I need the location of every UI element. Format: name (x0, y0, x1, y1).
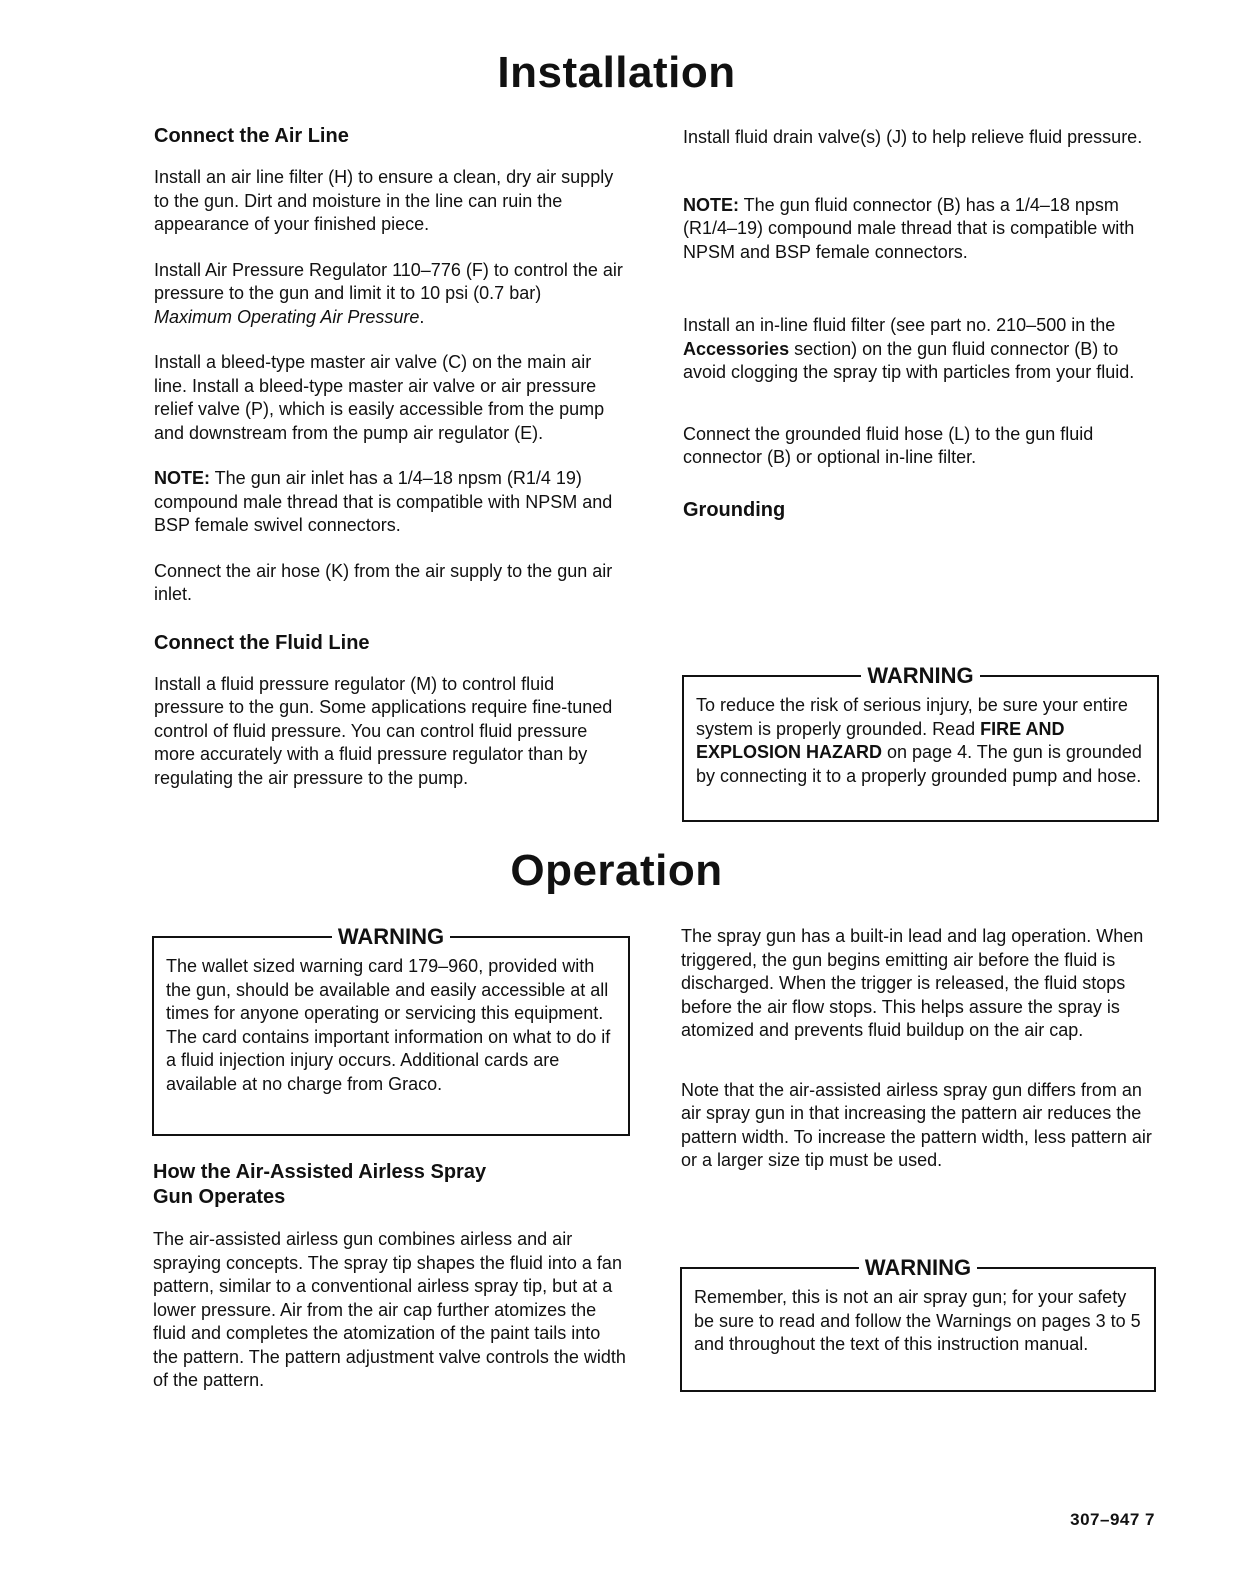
fluid-hose-paragraph: Connect the grounded fluid hose (L) to the gun fluid connector (B) or optional in-line filter. (683, 423, 1094, 467)
air-spray-warning-title: WARNING (859, 1255, 977, 1280)
pattern-air-paragraph: Note that the air-assisted airless spray gun differs from an air spray gun in that increasing the pattern air reduces the pattern width. To increase the pattern width, less pattern air or a larger size tip must be used. (681, 1079, 1152, 1170)
installation-right-column (683, 126, 1153, 540)
grounding-warning-title: WARNING (861, 663, 979, 688)
connect-fluid-line-heading: Connect the Fluid Line (154, 631, 370, 654)
operation-left-column (153, 1160, 628, 1415)
wallet-card-warning-title: WARNING (332, 924, 450, 949)
grounding-heading: Grounding (683, 498, 786, 521)
air-spray-warning-text: Remember, this is not an air spray gun; for your safety be sure to read and follow the Warnings on pages 3 to 5 and throughout the text of this instruction manual. (694, 1287, 1141, 1354)
operation-right-column (681, 925, 1156, 1195)
air-regulator-paragraph: Install Air Pressure Regulator 110–776 (F) to control the air pressure to the gun and limit it to 10 psi (0.7 bar) Maximum Operating Air Pressure. (154, 259, 623, 327)
operation-title: Operation (510, 846, 723, 895)
wallet-card-warning-text: The wallet sized warning card 179–960, provided with the gun, should be available and easily accessible at all times for anyone operating or servicing this equipment. The card contains important information on what to do if a fluid injection injury occurs. Additional cards are available at no charge from Graco. (166, 956, 611, 1094)
air-spray-warning-box (680, 1255, 1156, 1392)
fluid-regulator-paragraph: Install a fluid pressure regulator (M) to control fluid pressure to the gun. Some applications require fine-tuned control of fluid pressure. You can control fluid pressure more accurately with a fluid pressure regulator than by regulating the air pressure to the pump. (154, 673, 613, 788)
how-it-operates-heading: How the Air-Assisted Airless Spray Gun Operates (153, 1161, 487, 1208)
lead-lag-paragraph: The spray gun has a built-in lead and lag operation. When triggered, the gun begins emitting air before the fluid is discharged. When the trigger is released, the fluid stops before the air flow stops. This helps assure the spray is atomized and prevents fluid buildup on the air cap. (681, 926, 1144, 1040)
installation-left-column (154, 124, 624, 812)
bleed-valve-paragraph: Install a bleed-type master air valve (C) on the main air line. Install a bleed-type master air valve or air pressure relief valve (P), which is easily accessible from the pump and downstream from the pump air regulator (E). (154, 352, 605, 443)
inline-filter-paragraph: Install an in-line fluid filter (see part no. 210–500 in the Accessories section) on the gun fluid connector (B) to avoid clogging the spray tip with particles from your fluid. (683, 315, 1135, 382)
grounding-warning-box (682, 663, 1159, 822)
wallet-card-warning-box (152, 924, 630, 1136)
fluid-connector-note: NOTE: The gun fluid connector (B) has a 1/4–18 npsm (R1/4–19) compound male thread that is compatible with NPSM and BSP female connectors. (683, 194, 1135, 262)
grounding-warning-text: To reduce the risk of serious injury, be sure your entire system is properly grounded. Read FIRE AND EXPLOSION HAZARD on page 4. The gun is grounded by connecting it to a properly grounded pump and hose. (696, 695, 1142, 786)
installation-title: Installation (497, 48, 736, 97)
air-inlet-note: NOTE: The gun air inlet has a 1/4–18 npsm (R1/4 19) compound male thread that is compatible with NPSM and BSP female swivel connectors. (154, 468, 613, 535)
how-it-operates-paragraph: The air-assisted airless gun combines airless and air spraying concepts. The spray tip shapes the fluid into a fan pattern, similar to a conventional airless spray tip, but at a lower pressure. Air from the air cap further atomizes the fluid and completes the atomization of the paint tails into the pattern. The pattern adjustment valve controls the width of the pattern. (153, 1229, 626, 1390)
air-hose-paragraph: Connect the air hose (K) from the air supply to the gun air inlet. (154, 560, 613, 604)
air-filter-paragraph: Install an air line filter (H) to ensure a clean, dry air supply to the gun. Dirt and moisture in the line can ruin the appearance of your finished piece. (154, 167, 614, 234)
connect-air-line-heading: Connect the Air Line (154, 125, 349, 147)
page-number: 307–947 7 (1070, 1510, 1155, 1529)
drain-valve-paragraph: Install fluid drain valve(s) (J) to help relieve fluid pressure. (683, 127, 1143, 147)
